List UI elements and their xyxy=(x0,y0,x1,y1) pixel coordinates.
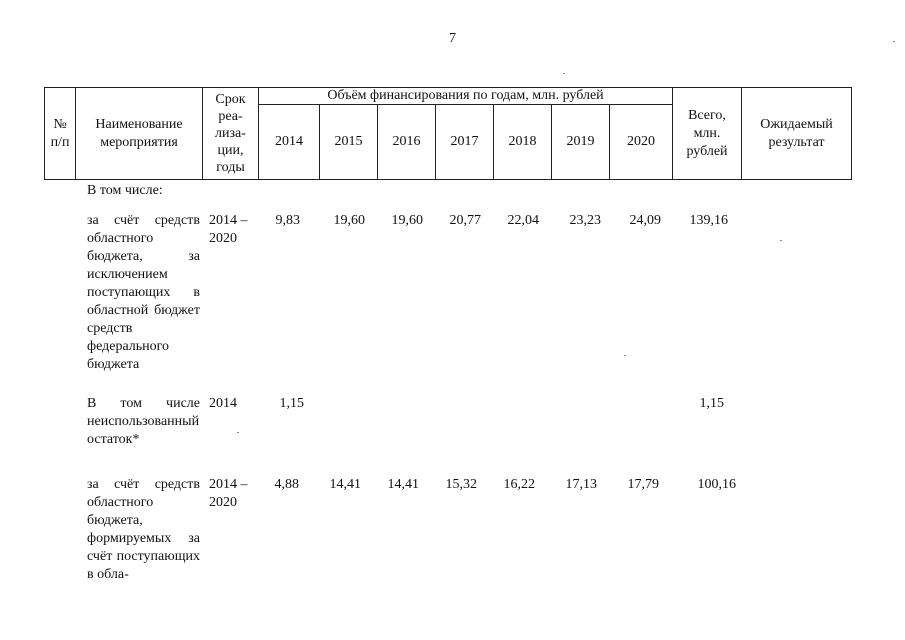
header-year: 2015 xyxy=(334,134,363,149)
table-header xyxy=(44,87,852,180)
header-total: Всего, млн. рублей xyxy=(686,107,728,159)
scan-speck xyxy=(563,73,565,74)
row-value-2020: 24,09 xyxy=(629,213,661,228)
row-value-2017: 15,32 xyxy=(445,477,477,492)
header-num: № п/п xyxy=(50,116,70,150)
header-year: 2018 xyxy=(508,134,537,149)
row-value-2020: 17,79 xyxy=(627,477,659,492)
header-name: Наименование мероприятия xyxy=(95,116,183,150)
row-term: 2014 xyxy=(209,396,237,411)
scan-speck xyxy=(780,240,782,241)
intro-text: В том числе: xyxy=(87,183,163,198)
header-year: 2017 xyxy=(450,134,479,149)
row-value-2016: 14,41 xyxy=(387,477,419,492)
header-year: 2020 xyxy=(627,134,655,149)
row-value-2015: 14,41 xyxy=(329,477,361,492)
row-total: 100,16 xyxy=(697,477,736,492)
row-value-2014: 9,83 xyxy=(275,213,300,228)
scan-speck xyxy=(237,432,239,433)
row-term: 2014 – 2020 xyxy=(209,213,248,246)
row-value-2016: 19,60 xyxy=(391,213,423,228)
row-total: 139,16 xyxy=(689,213,728,228)
row-value-2017: 20,77 xyxy=(449,213,481,228)
header-year: 2016 xyxy=(392,134,421,149)
row-value-2019: 17,13 xyxy=(565,477,597,492)
header-result: Ожидаемый результат xyxy=(760,116,833,150)
row-description: В том числе неиспользованный остаток* xyxy=(87,396,200,447)
page-number: 7 xyxy=(449,31,456,46)
row-description: за счёт средств областного бюджета, формируемых за счёт поступающих в обла- xyxy=(87,477,200,582)
row-value-2018: 16,22 xyxy=(503,477,535,492)
scan-speck xyxy=(893,41,895,42)
row-value-2014: 1,15 xyxy=(279,396,304,411)
header-financing: Объём финансирования по годам, млн. рублей xyxy=(327,87,604,103)
row-term: 2014 – 2020 xyxy=(209,477,248,510)
header-year: 2014 xyxy=(275,134,303,149)
row-value-2019: 23,23 xyxy=(569,213,601,228)
scan-speck xyxy=(624,355,626,356)
row-value-2014: 4,88 xyxy=(274,477,299,492)
row-description: за счёт средств областного бюджета, за исключением поступающих в областной бюджет средств федерального бюджета xyxy=(87,213,200,372)
row-value-2018: 22,04 xyxy=(507,213,539,228)
row-value-2015: 19,60 xyxy=(333,213,365,228)
header-year: 2019 xyxy=(566,134,595,149)
row-total: 1,15 xyxy=(699,396,724,411)
header-term: Срок реа- лиза- ции, годы xyxy=(215,92,246,175)
